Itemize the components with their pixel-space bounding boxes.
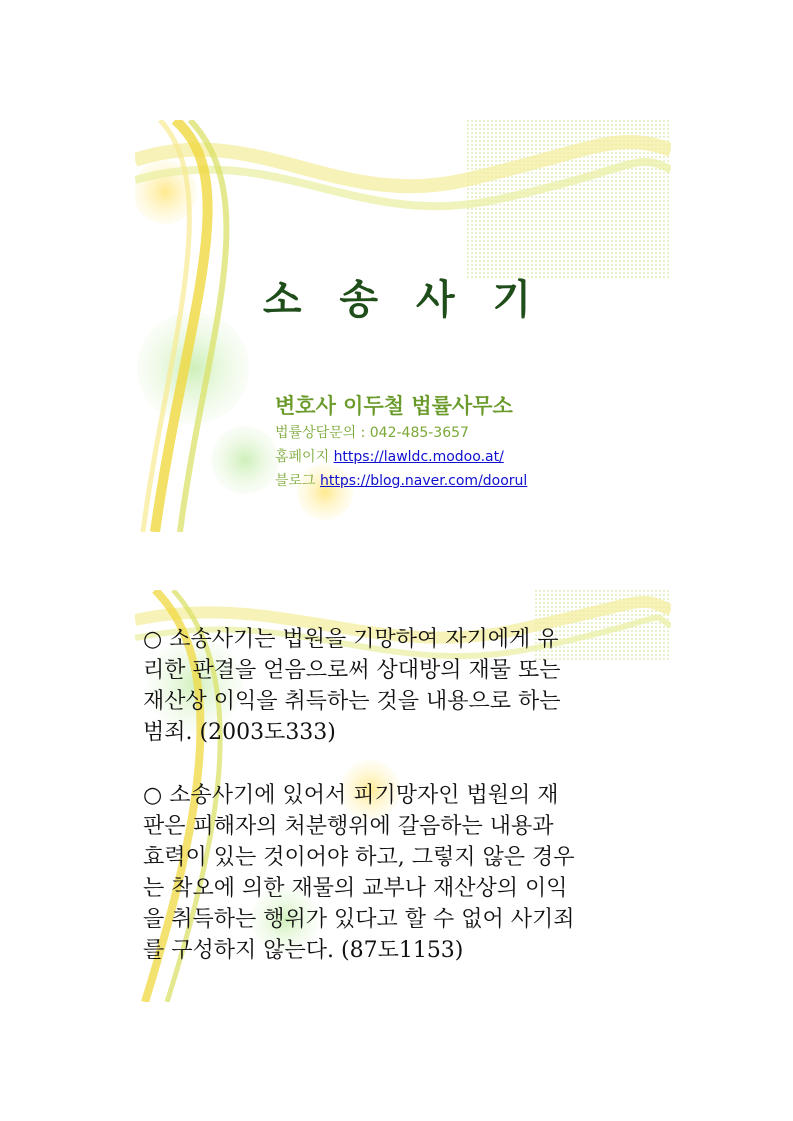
para1-line-4: 범죄. (2003도333) bbox=[143, 720, 336, 745]
para2-line-3: 효력이 있는 것이어야 하고, 그렇지 않은 경우 bbox=[143, 845, 575, 870]
para1-line-1: ○ 소송사기는 법원을 기망하여 자기에게 유 bbox=[143, 627, 559, 652]
phone-line: 법률상담문의 : 042-485-3657 bbox=[275, 425, 469, 441]
para2-line-2: 판은 피해자의 처분행위에 갈음하는 내용과 bbox=[143, 814, 554, 839]
slide-title: 소 송 사 기 bbox=[262, 277, 544, 323]
para1-line-2: 리한 판결을 얻음으로써 상대방의 재물 또는 bbox=[143, 658, 561, 683]
paragraph-2 bbox=[143, 780, 663, 966]
para2-line-6: 를 구성하지 않는다. (87도1153) bbox=[143, 938, 464, 963]
blog-line bbox=[275, 470, 527, 490]
homepage-label: 홈페이지 bbox=[275, 449, 330, 465]
blog-link[interactable]: https://blog.naver.com/doorul bbox=[320, 473, 528, 489]
paragraph-1 bbox=[143, 624, 663, 748]
law-office-name: 변호사 이두철 법률사무소 bbox=[275, 394, 513, 418]
blog-label: 블로그 bbox=[275, 473, 316, 489]
title-slide bbox=[135, 120, 671, 532]
homepage-link[interactable]: https://lawldc.modoo.at/ bbox=[333, 449, 504, 465]
para2-line-4: 는 착오에 의한 재물의 교부나 재산상의 이익 bbox=[143, 876, 568, 901]
content-slide bbox=[135, 590, 671, 1002]
para1-line-3: 재산상 이익을 취득하는 것을 내용으로 하는 bbox=[143, 689, 561, 714]
para2-line-5: 을 취득하는 행위가 있다고 할 수 없어 사기죄 bbox=[143, 907, 575, 932]
homepage-line bbox=[275, 446, 504, 466]
para2-line-1: ○ 소송사기에 있어서 피기망자인 법원의 재 bbox=[143, 783, 559, 808]
